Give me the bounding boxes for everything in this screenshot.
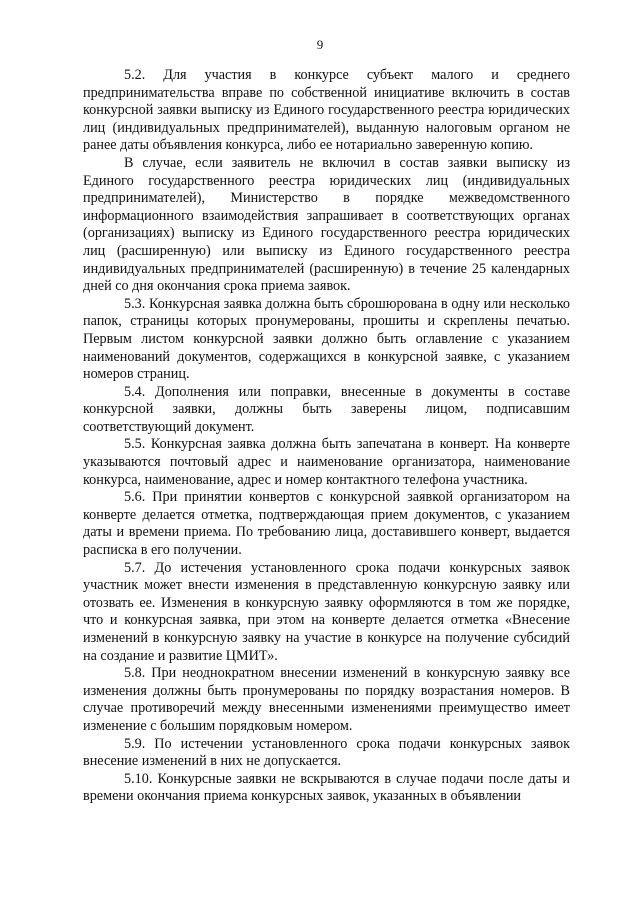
- paragraph-5-7: 5.7. До истечения установленного срока подачи конкурсных заявок участник может внести изменения в представленную конкурсную заявку или отозвать ее. Изменения в конкурсную заявку оформляются в том же порядке, что и конкурсная заявка, при этом на конверте делается отметка «Внесение изменений в конкурсную заявку на участие в конкурсе на получение субсидий на создание и развитие ЦМИТ».: [83, 559, 570, 664]
- paragraph-5-6: 5.6. При принятии конвертов с конкурсной заявкой организатором на конверте делается отметка, подтверждающая прием документов, с указанием даты и времени приема. По требованию лица, доставившего конверт, выдается расписка в его получении.: [83, 489, 570, 559]
- paragraph-5-2: 5.2. Для участия в конкурсе субъект малого и среднего предпринимательства вправе по собственной инициативе включить в состав конкурсной заявки выписку из Единого государственного реестра юридических лиц (индивидуальных предпринимателей), выданную налоговым органом не ранее даты объявления конкурса, либо ее нотариально заверенную копию.: [83, 67, 570, 154]
- paragraph-5-5: 5.5. Конкурсная заявка должна быть запечатана в конверт. На конверте указываются почтовый адрес и наименование организатора, наименование конкурса, наименование, адрес и номер контактного телефона участника.: [83, 436, 570, 488]
- paragraph-5-4: 5.4. Дополнения или поправки, внесенные в документы в составе конкурсной заявки, должны быть заверены лицом, подписавшим соответствующий документ.: [83, 383, 570, 435]
- paragraph-5-2-continued: В случае, если заявитель не включил в состав заявки выписку из Единого государственного реестра юридических лиц (индивидуальных предпринимателей), Министерство в порядке межведомственного информационного взаимодействия запрашивает в соответствующих органах (организациях) выписку из Единого государственного реестра юридических лиц (расширенную) или выписку из Единого государственного реестра индивидуальных предпринимателей (расширенную) в течение 25 календарных дней со дня окончания срока приема заявок.: [83, 154, 570, 295]
- page-number: 9: [316, 37, 324, 52]
- paragraph-5-8: 5.8. При неоднократном внесении изменений в конкурсную заявку все изменения должны быть пронумерованы по порядку возрастания номеров. В случае противоречий между внесенными изменениями преимущество имеет изменение с большим порядковым номером.: [83, 665, 570, 734]
- document-body: [83, 67, 570, 806]
- paragraph-5-10: 5.10. Конкурсные заявки не вскрываются в случае подачи после даты и времени окончания приема конкурсных заявок, указанных в объявлении: [83, 770, 570, 805]
- paragraph-5-3: 5.3. Конкурсная заявка должна быть сброшюрована в одну или несколько папок, страницы которых пронумерованы, прошиты и скреплены печатью. Первым листом конкурсной заявки должно быть оглавление с указанием наименований документов, содержащихся в конкурсной заявке, с указанием номеров страниц.: [83, 295, 570, 383]
- paragraph-5-9: 5.9. По истечении установленного срока подачи конкурсных заявок внесение изменений в них не допускается.: [83, 735, 570, 770]
